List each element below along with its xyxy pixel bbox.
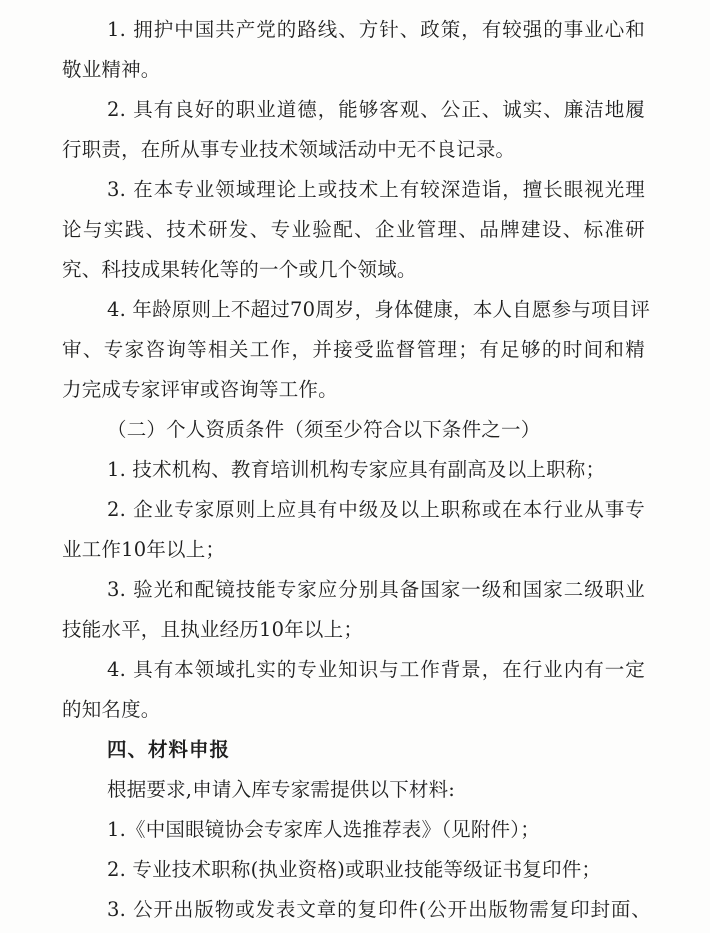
text-line: 1. 拥护中国共产党的路线、方针、政策，有较强的事业心和 xyxy=(107,18,645,41)
list-item xyxy=(0,170,710,290)
text-line: 1. 技术机构、教育培训机构专家应具有副高及以上职称； xyxy=(107,458,606,481)
text-line: 3. 在本专业领域理论上或技术上有较深造诣，擅长眼视光理 xyxy=(107,178,645,201)
basic-conditions-list xyxy=(0,10,710,410)
list-item xyxy=(0,90,710,170)
text-line: 4. 具有本领域扎实的专业知识与工作背景，在行业内有一定 xyxy=(107,658,645,681)
list-item xyxy=(0,10,710,90)
text-line: 2. 企业专家原则上应具有中级及以上职称或在本行业从事专 xyxy=(107,498,645,521)
list-item xyxy=(0,850,710,890)
text-line: 3. 验光和配镜技能专家应分别具备国家一级和国家二级职业 xyxy=(107,578,645,601)
text-line: 究、科技成果转化等的一个或几个领域。 xyxy=(62,258,417,281)
section-intro: 根据要求,申请入库专家需提供以下材料: xyxy=(107,778,456,801)
subsection-heading: （二）个人资质条件（须至少符合以下条件之一） xyxy=(107,418,541,441)
list-item xyxy=(0,810,710,850)
text-line: 2. 具有良好的职业道德，能够客观、公正、诚实、廉洁地履 xyxy=(107,98,645,121)
list-item xyxy=(0,490,710,570)
list-item xyxy=(0,570,710,650)
text-line: 技能水平，且执业经历10年以上； xyxy=(62,618,364,641)
section-heading: 四、材料申报 xyxy=(107,738,231,761)
list-item xyxy=(0,450,710,490)
text-line: 力完成专家评审或咨询等工作。 xyxy=(62,378,338,401)
list-item xyxy=(0,290,710,410)
text-line: 敬业精神。 xyxy=(62,58,161,81)
text-line: 业工作10年以上； xyxy=(62,538,226,561)
text-line: 1.《中国眼镜协会专家库人选推荐表》（见附件）； xyxy=(107,818,540,841)
list-item xyxy=(0,650,710,730)
text-line: 论与实践、技术研发、专业验配、企业管理、品牌建设、标准研 xyxy=(62,218,645,241)
text-line: 4. 年龄原则上不超过70周岁，身体健康，本人自愿参与项目评 xyxy=(107,298,651,321)
text-line: 行职责，在所从事专业技术领域活动中无不良记录。 xyxy=(62,138,516,161)
list-item xyxy=(0,890,710,930)
text-line: 审、专家咨询等相关工作，并接受监督管理；有足够的时间和精 xyxy=(62,338,645,361)
text-line: 的知名度。 xyxy=(62,698,161,721)
text-line: 2. 专业技术职称(执业资格)或职业技能等级证书复印件； xyxy=(107,858,602,881)
personal-qualifications-section xyxy=(0,410,710,730)
text-line: 3. 公开出版物或发表文章的复印件(公开出版物需复印封面、 xyxy=(107,898,651,921)
materials-section xyxy=(0,730,710,930)
